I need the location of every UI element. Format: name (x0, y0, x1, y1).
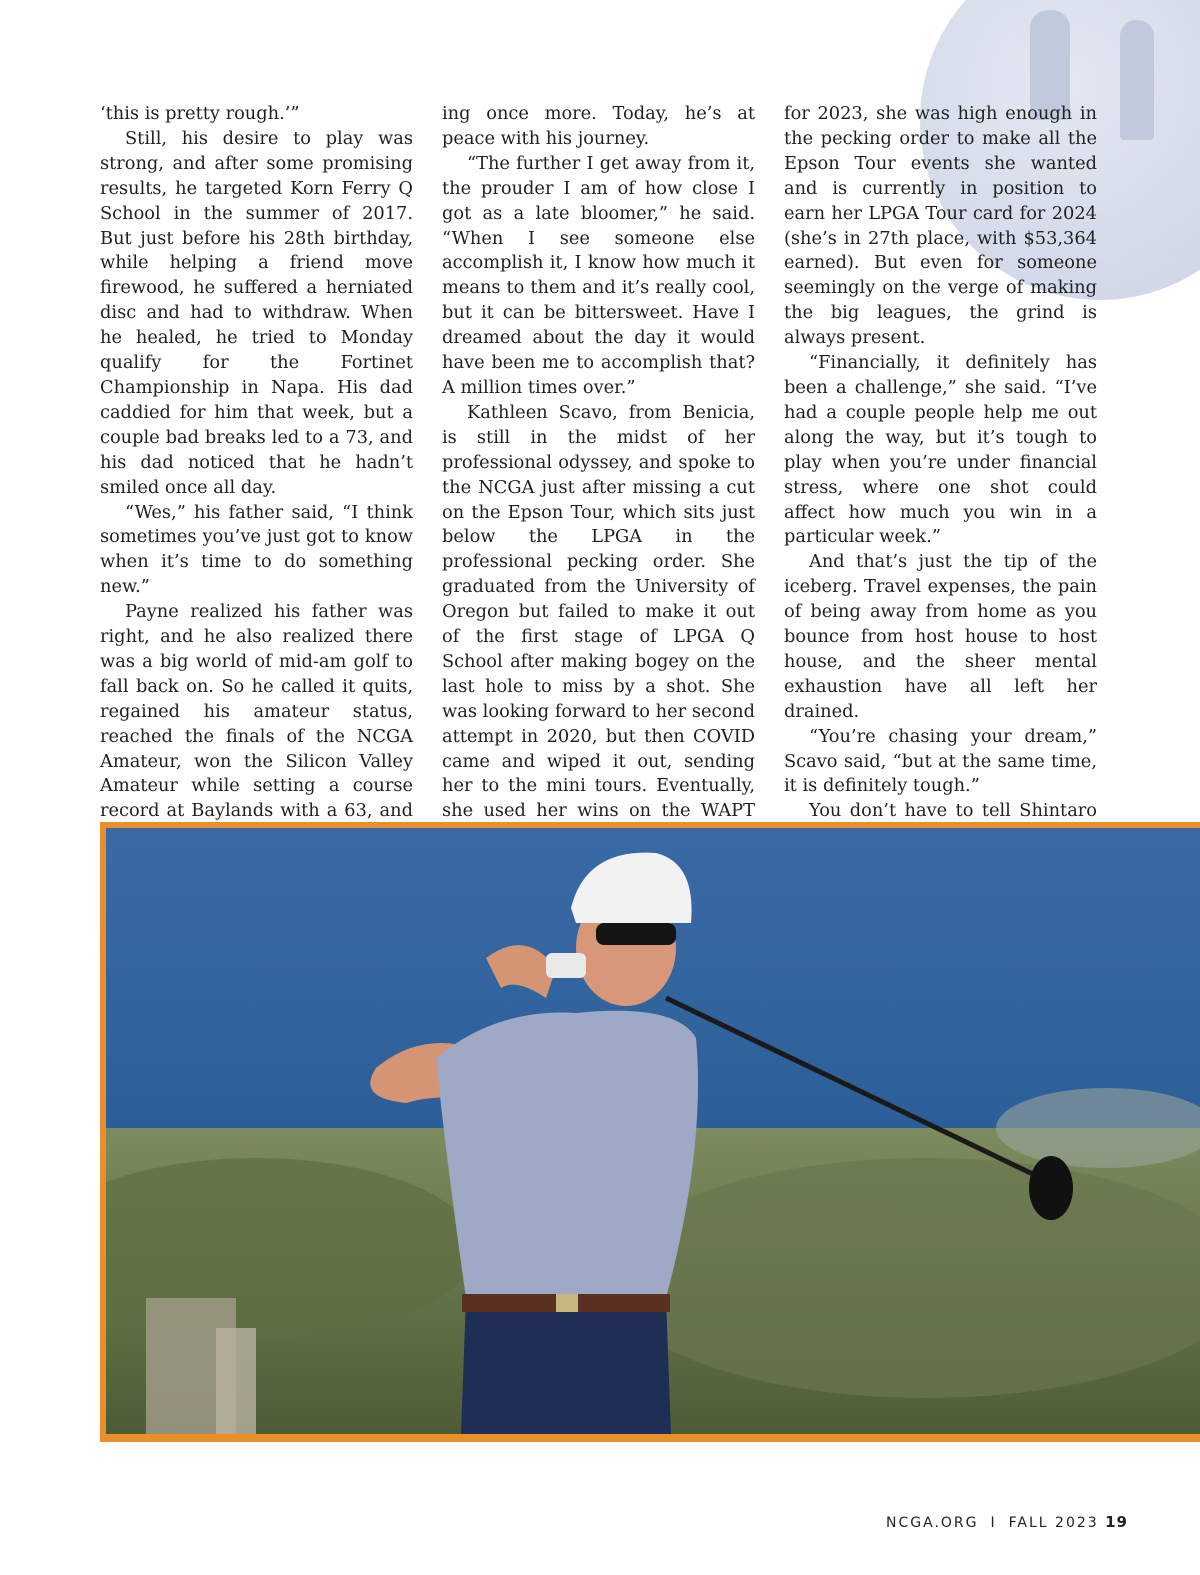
page-footer (886, 1513, 1128, 1531)
paragraph: You don’t have to tell Shintaro (809, 800, 1097, 822)
golfer-illustration (106, 828, 1200, 1434)
paragraph: for 2023, she was high enough in the pecking order to make all the Epson Tour events she wanted and is currently in position to earn her LPGA Tour card for 2024 (she’s in 27th place, with $53,364 earned). But even for someone seemingly on the verge of making the big leagues, the grind is always present. (784, 103, 1097, 349)
page-number: 19 (1105, 1513, 1128, 1531)
footer-issue: FALL 2023 (1008, 1515, 1099, 1531)
golfer-photo (106, 828, 1200, 1434)
paragraph: And that’s just the tip of the iceberg. Travel expenses, the pain of being away from home as you bounce from host house to host house, and the sheer mental exhaustion have all left her drained. (784, 551, 1097, 722)
watermark-golfer-figure-2 (1120, 20, 1154, 140)
photo-frame (100, 822, 1200, 1442)
paragraph: Payne realized his father was right, and he also realized there was a big world of mid-am golf to fall back on. So he called it quits, regained his amateur status, reached the finals of the NCGA Amateur, won the Silicon Valley Amateur while setting a course record at Baylands with a 63, and (100, 601, 413, 822)
paragraph: “The further I get away from it, the prouder I am of how close I got as a late bloomer,” he said. “When I see someone else accomplish it, I know how much it means to them and it’s really cool, but it can be bittersweet. Have I dreamed about the day it would have been me to accomplish that? A million times over.” (442, 152, 755, 398)
paragraph: Kathleen Scavo, from Benicia, is still in the midst of her professional odyssey, and spoke to the NCGA just after missing a cut on the Epson Tour, which sits just below the LPGA in the professional pecking order. She graduated from the University of Oregon but failed to make it out of the first stage of LPGA Q School after making bogey on the last hole to miss by a shot. She was looking forward to her second attempt in 2020, but then COVID came and wiped it out, sending her to the mini tours. Eventually, she used her wins on the WAPT (442, 401, 755, 822)
paragraph: “You’re chasing your dream,” Scavo said, “but at the same time, it is definitely tough.” (784, 725, 1097, 797)
paragraph: ‘this is pretty rough.’” (100, 103, 300, 124)
paragraph: Still, his desire to play was strong, and after some promising results, he targeted Korn Ferry Q School in the summer of 2017. But just before his 28th birthday, while helping a friend move firewood, he suffered a herniated disc and had to withdraw. When he healed, he tried to Monday qualify for the Fortinet Championship in Napa. His dad caddied for him that week, but a couple bad breaks led to a 73, and his dad noticed that he hadn’t smiled once all day. (100, 127, 413, 498)
footer-separator: I (990, 1515, 997, 1531)
paragraph: “Wes,” his father said, “I think sometimes you’ve just got to know when it’s time to do something new.” (100, 501, 413, 598)
paragraph: ing once more. Today, he’s at peace with his journey. (442, 103, 755, 149)
footer-site: NCGA.ORG (886, 1515, 979, 1531)
paragraph: “Financially, it definitely has been a challenge,” she said. “I’ve had a couple people help me out along the way, but it’s tough to play when you’re under financial stress, where one shot could affect how much you win in a particular week.” (784, 352, 1097, 548)
